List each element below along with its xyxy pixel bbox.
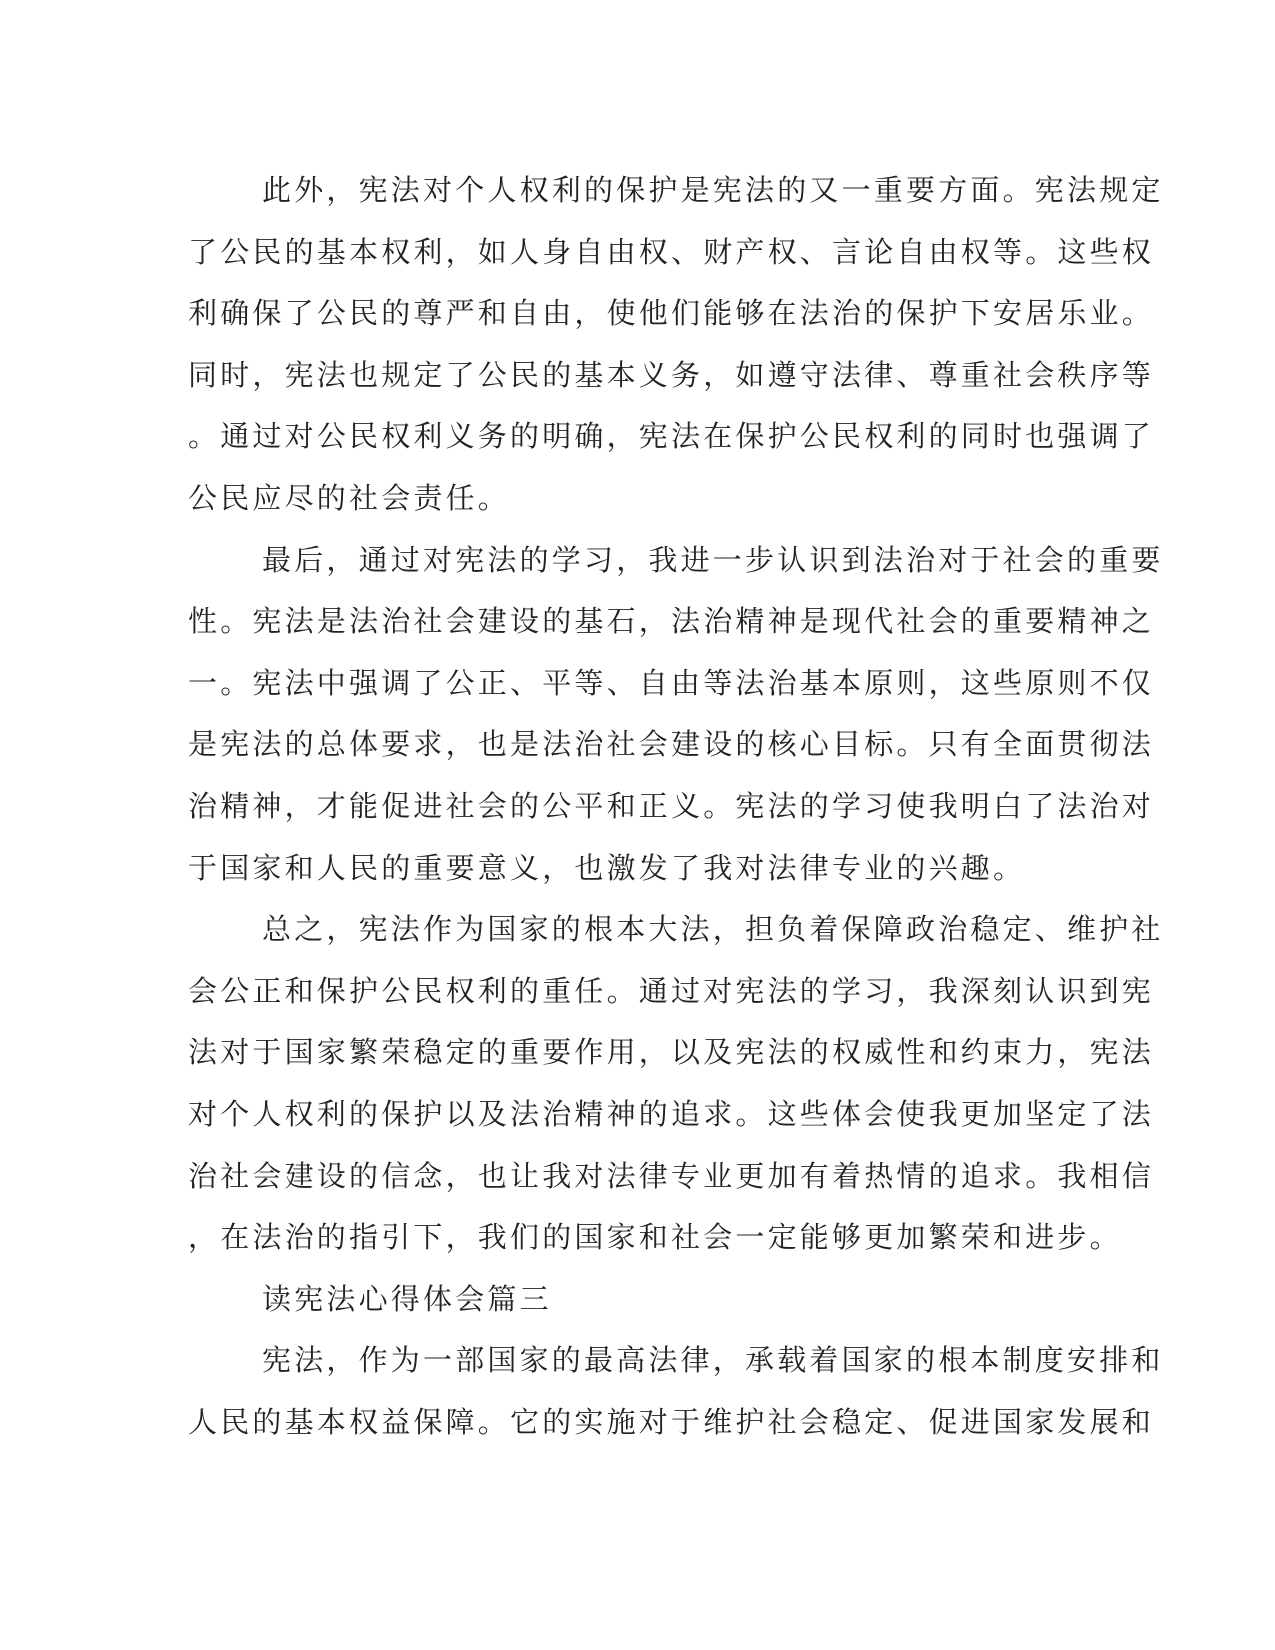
text-line: 人民的基本权益保障。它的实施对于维护社会稳定、促进国家发展和 [188, 1404, 1155, 1439]
text-line: 了公民的基本权利，如人身自由权、财产权、言论自由权等。这些权 [188, 234, 1155, 269]
paragraph-first-line: 读宪法心得体会篇三 [262, 1281, 552, 1316]
text-line: 。通过对公民权利义务的明确，宪法在保护公民权利的同时也强调了 [188, 419, 1155, 454]
text-line: 利确保了公民的尊严和自由，使他们能够在法治的保护下安居乐业。 [188, 296, 1155, 331]
text-line: 性。宪法是法治社会建设的基石，法治精神是现代社会的重要精神之 [188, 604, 1155, 639]
text-line: 于国家和人民的重要意义，也激发了我对法律专业的兴趣。 [188, 850, 1026, 885]
text-line: 对个人权利的保护以及法治精神的追求。这些体会使我更加坚定了法 [188, 1096, 1155, 1131]
text-line: 是宪法的总体要求，也是法治社会建设的核心目标。只有全面贯彻法 [188, 727, 1155, 762]
paragraph-first-line: 总之，宪法作为国家的根本大法，担负着保障政治稳定、维护社 [262, 912, 1164, 947]
document-body [188, 160, 1164, 1453]
paragraph-first-line: 宪法，作为一部国家的最高法律，承载着国家的根本制度安排和 [262, 1343, 1164, 1378]
text-line: 会公正和保护公民权利的重任。通过对宪法的学习，我深刻认识到宪 [188, 973, 1155, 1008]
text-line: ，在法治的指引下，我们的国家和社会一定能够更加繁荣和进步。 [188, 1220, 1122, 1255]
text-line: 公民应尽的社会责任。 [188, 480, 511, 515]
paragraph-first-line: 此外，宪法对个人权利的保护是宪法的又一重要方面。宪法规定 [262, 173, 1164, 207]
text-line: 治社会建设的信念，也让我对法律专业更加有着热情的追求。我相信 [188, 1158, 1155, 1193]
text-line: 治精神，才能促进社会的公平和正义。宪法的学习使我明白了法治对 [188, 788, 1155, 823]
text-line: 一。宪法中强调了公正、平等、自由等法治基本原则，这些原则不仅 [188, 665, 1155, 700]
text-line: 法对于国家繁荣稳定的重要作用，以及宪法的权威性和约束力，宪法 [188, 1035, 1155, 1070]
text-line: 同时，宪法也规定了公民的基本义务，如遵守法律、尊重社会秩序等 [188, 357, 1155, 392]
paragraph-first-line: 最后，通过对宪法的学习，我进一步认识到法治对于社会的重要 [262, 542, 1164, 577]
